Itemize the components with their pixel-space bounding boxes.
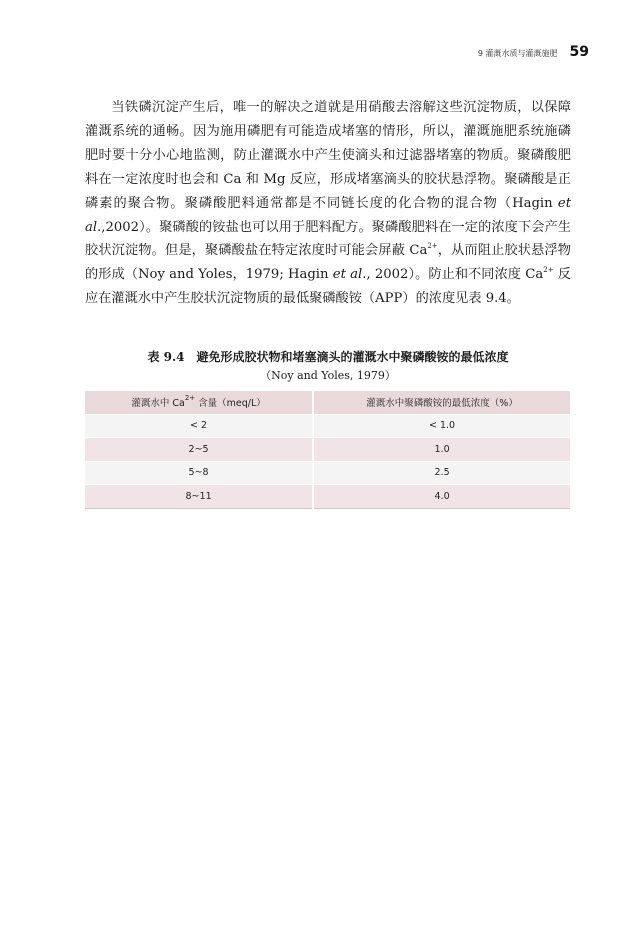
table-row — [85, 485, 570, 509]
column-header-app: 灌溉水中聚磷酸铵的最低浓度（%） — [313, 391, 570, 414]
chapter-title: 9 灌溉水质与灌溉施肥 — [477, 49, 558, 58]
text-segment: ，从而阻止胶状悬浮物的形成（Noy and Yoles，1979; Hagin — [85, 243, 571, 283]
app-concentration-table — [85, 391, 570, 509]
cell-app: 1.0 — [313, 438, 570, 462]
cell-ca: 2~5 — [85, 438, 313, 462]
text-italic: et al — [332, 267, 363, 283]
cell-app: 2.5 — [313, 461, 570, 485]
page-number: 59 — [569, 44, 589, 60]
body-paragraph — [85, 96, 571, 311]
table-caption: 表 9.4 避免形成胶状物和堵塞滴头的灌溉水中聚磷酸铵的最低浓度 — [147, 350, 509, 364]
cell-ca: < 2 — [85, 414, 313, 438]
column-header-ca — [85, 391, 313, 414]
superscript-charge: 2+ — [427, 242, 438, 251]
running-header — [478, 44, 589, 60]
cell-app: 4.0 — [313, 485, 570, 509]
text-segment: 反应在灌溉水中产生胶状沉淀物质的最低聚磷酸铵（APP）的浓度见表 9.4。 — [85, 267, 571, 307]
cell-app: < 1.0 — [313, 414, 570, 438]
text-italic: et al — [85, 195, 571, 235]
superscript-charge: 2+ — [543, 266, 554, 275]
header-text: 灌溉水中 Ca — [131, 398, 185, 410]
cell-ca: 5~8 — [85, 461, 313, 485]
table-row — [85, 414, 570, 438]
cell-ca: 8~11 — [85, 485, 313, 509]
text-segment: .,2002）。聚磷酸的铵盐也可以用于肥料配方。聚磷酸肥料在一定的浓度下会产生胶状沉淀物。但是，聚磷酸盐在特定浓度时可能会屏蔽 Ca — [85, 219, 571, 259]
superscript-charge: 2+ — [184, 394, 196, 403]
text-segment: 当铁磷沉淀产生后，唯一的解决之道就是用硝酸去溶解这些沉淀物质，以保障灌溉系统的通畅。因为施用磷肥有可能造成堵塞的情形，所以，灌溉施肥系统施磷肥时要十分小心地监测，防止灌溉水中产生使滴头和过滤器堵塞的物质。聚磷酸肥料在一定浓度时也会和 Ca 和 Mg 反应，形成堵塞滴头的胶状悬浮物。聚磷酸是正磷素的聚合物。聚磷酸肥料通常都是不同链长度的化合物的混合物（Hagin — [85, 100, 571, 211]
table-source: （Noy and Yoles, 1979） — [260, 369, 396, 382]
header-text: 含量（meq/L） — [195, 398, 266, 410]
text-segment: ., 2002）。防止和不同浓度 Ca — [362, 267, 544, 283]
table-header-row — [85, 391, 570, 414]
table-row — [85, 438, 570, 462]
table-row — [85, 461, 570, 485]
